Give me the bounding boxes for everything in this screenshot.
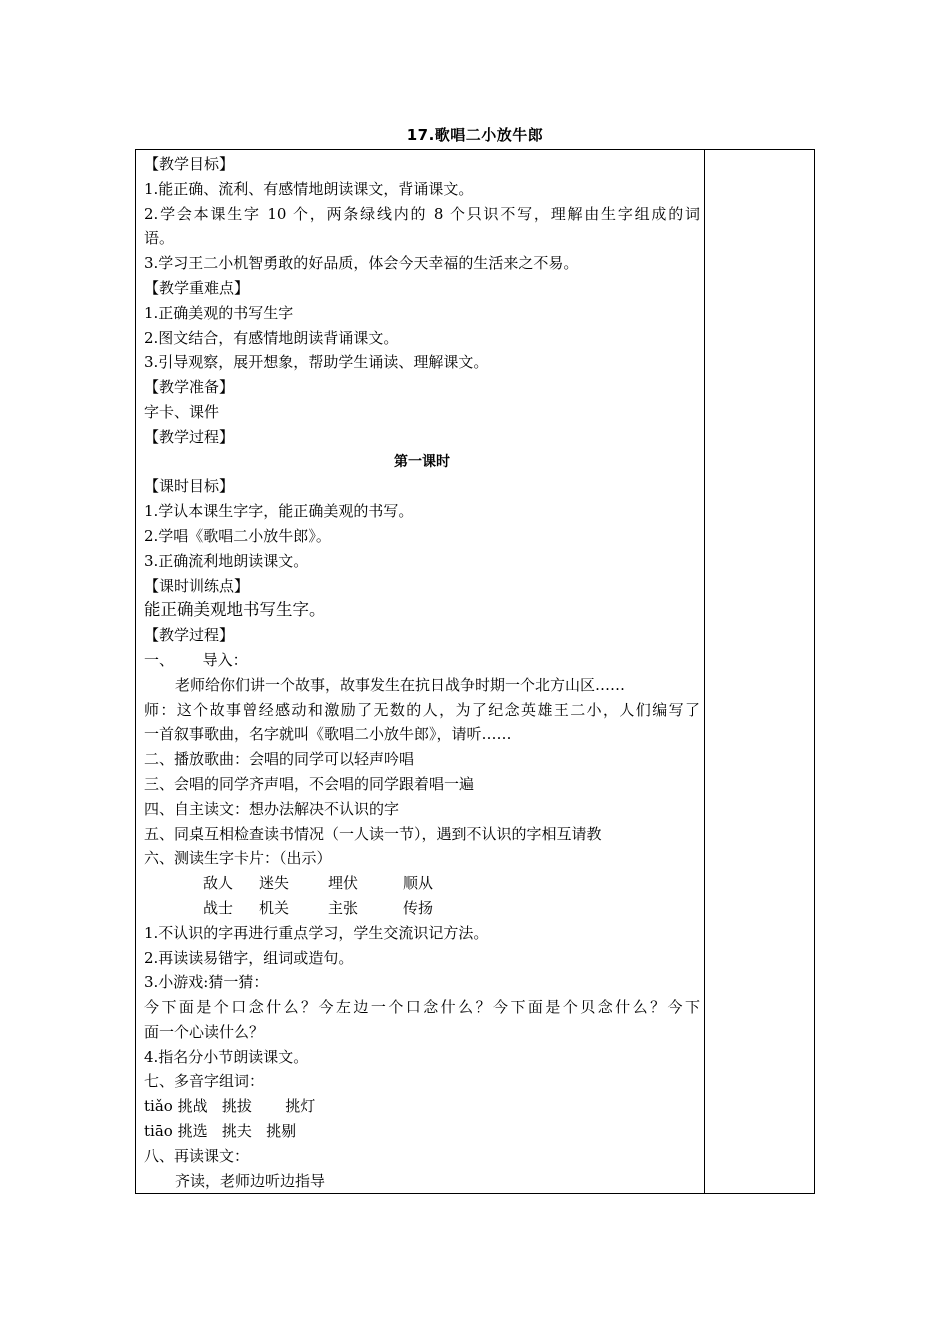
text-line: 1.正确美观的书写生字 (144, 303, 294, 322)
word-card: 主张 (328, 898, 359, 917)
text-line: 1.学认本课生字字，能正确美观的书写。 (144, 502, 414, 521)
text-line: 六、测读生字卡片：（出示） (144, 849, 332, 868)
word-card: 顺从 (403, 874, 434, 893)
text-line: 2.学唱《歌唱二小放牛郎》。 (144, 526, 331, 545)
section-heading: 【教学过程】 (144, 626, 235, 645)
word-card: 埋伏 (328, 874, 359, 893)
word-card: 战士 (203, 898, 234, 917)
text-line: 2.学会本课生字 10 个，两条绿线内的 8 个只识不写，理解由生字组成的词 (144, 204, 700, 223)
word-card: 传扬 (403, 898, 434, 917)
word-card: 机关 (259, 898, 290, 917)
section-heading: 【课时训练点】 (144, 576, 250, 595)
text-line: 三、会唱的同学齐声唱，不会唱的同学跟着唱一遍 (144, 774, 475, 793)
text-line: 师：这个故事曾经感动和激励了无数的人，为了纪念英雄王二小，人们编写了 (144, 700, 700, 719)
section-heading: 【教学准备】 (144, 378, 235, 397)
text-line: 老师给你们讲一个故事，故事发生在抗日战争时期一个北方山区…… (175, 675, 626, 694)
text-line: tiāo 挑选 挑夫 挑剔 (144, 1122, 297, 1141)
text-line: 字卡、课件 (144, 402, 220, 421)
text-line: 一、 导入： (144, 650, 248, 669)
text-line: 3.学习王二小机智勇敢的好品质，体会今天幸福的生活来之不易。 (144, 254, 579, 273)
text-line: 五、同桌互相检查读书情况（一人读一节），遇到不认识的字相互请教 (144, 824, 602, 843)
word-card-row (144, 871, 700, 896)
word-card-row (144, 896, 700, 921)
text-line: 3.小游戏:猜一猜： (144, 973, 269, 992)
text-line: 1.能正确、流利、有感情地朗读课文，背诵课文。 (144, 179, 474, 198)
lesson-content (144, 152, 700, 1193)
text-line: 2.再读读易错字，组词或造句。 (144, 948, 354, 967)
section-heading: 【教学重难点】 (144, 278, 250, 297)
text-line: 4.指名分小节朗读课文。 (144, 1047, 309, 1066)
text-line: 3.正确流利地朗读课文。 (144, 551, 309, 570)
document-title: 17.歌唱二小放牛郎 (406, 126, 544, 144)
text-line: tiǎo 挑战 挑拔 挑灯 (144, 1097, 316, 1116)
section-heading: 【教学过程】 (144, 427, 235, 446)
text-line: 3.引导观察，展开想象，帮助学生诵读、理解课文。 (144, 353, 489, 372)
section-heading: 【课时目标】 (144, 477, 235, 496)
text-line: 四、自主读文：想办法解决不认识的字 (144, 799, 400, 818)
text-line: 七、多音字组词： (144, 1072, 265, 1091)
text-line: 二、播放歌曲：会唱的同学可以轻声吟唱 (144, 750, 415, 769)
column-divider (704, 150, 705, 1193)
lesson-period-heading: 第一课时 (394, 453, 450, 470)
text-line: 今下面是个口念什么？今左边一个口念什么？今下面是个贝念什么？今下 (144, 998, 700, 1017)
text-line: 1.不认识的字再进行重点学习，学生交流识记方法。 (144, 923, 489, 942)
word-card: 迷失 (259, 874, 290, 893)
text-line: 2.图文结合，有感情地朗读背诵课文。 (144, 328, 399, 347)
text-line: 能正确美观地书写生字。 (144, 600, 326, 620)
text-line: 八、再读课文： (144, 1146, 250, 1165)
word-card: 敌人 (203, 874, 234, 893)
text-line: 齐读，老师边听边指导 (175, 1171, 326, 1190)
text-line: 面一个心读什么？ (144, 1022, 265, 1041)
text-line: 一首叙事歌曲，名字就叫《歌唱二小放牛郎》，请听…… (144, 725, 512, 744)
text-line: 语。 (144, 229, 175, 248)
section-heading: 【教学目标】 (144, 155, 235, 173)
lesson-table (135, 149, 815, 1194)
